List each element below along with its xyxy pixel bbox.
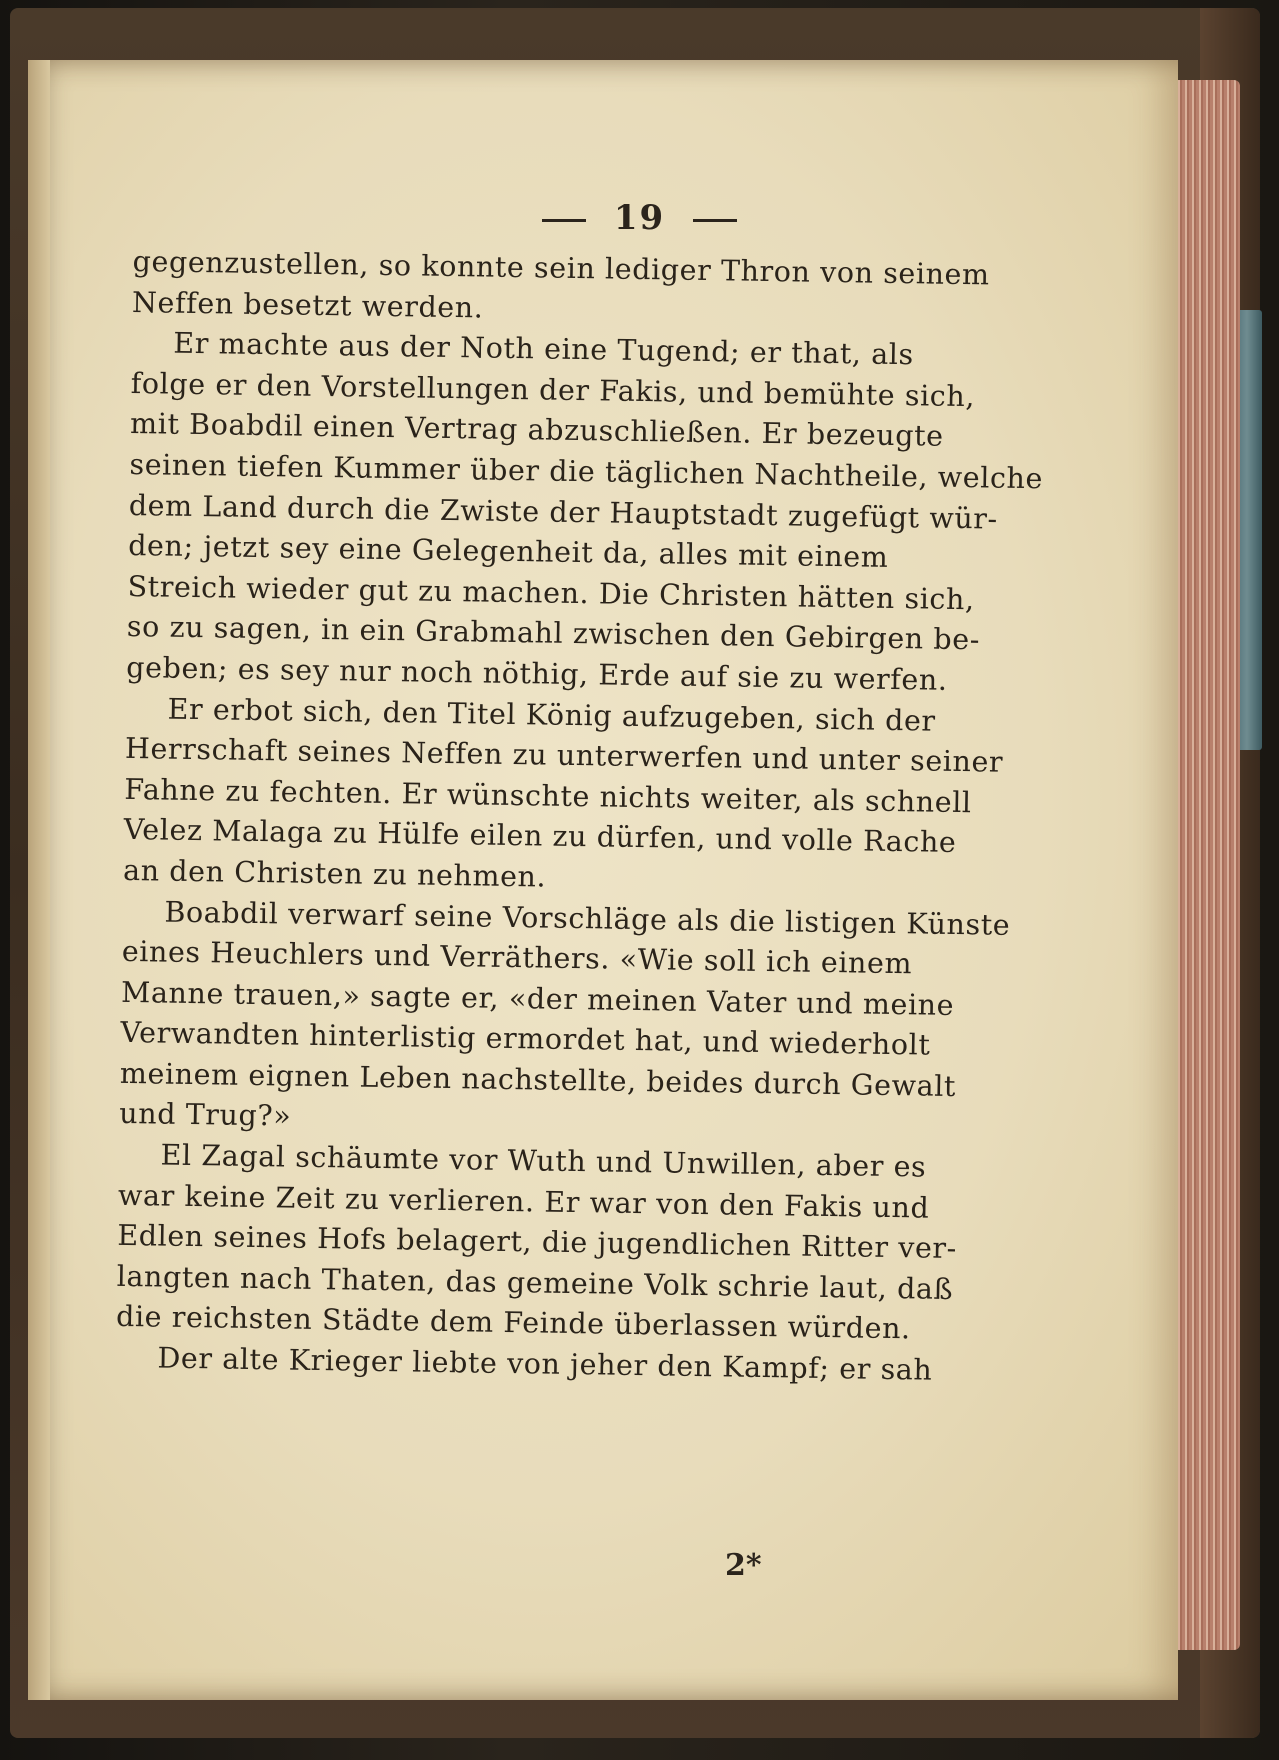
- text-line: den; jetzt sey eine Gelegenheit da, alles mit einem: [127, 529, 889, 575]
- text-line: und Trug?»: [119, 1097, 292, 1134]
- text-line: Herrschaft seines Neffen zu unterwerfen und unter seiner: [124, 732, 1004, 779]
- text-line: Boabdil verwarf seine Vorschläge als die listigen Künste: [164, 895, 1011, 942]
- signature-mark: 2*: [725, 1548, 762, 1583]
- text-line: an den Christen zu nehmen.: [122, 853, 547, 894]
- text-line: Streich wieder gut zu machen. Die Christen hätten sich,: [127, 569, 975, 617]
- text-line: El Zagal schäumte vor Wuth und Unwillen, aber es: [160, 1138, 927, 1184]
- text-line: war keine Zeit zu verlieren. Er war von den Fakis und: [117, 1178, 930, 1225]
- text-line: so zu sagen, in ein Grabmahl zwischen den Gebirgen be-: [126, 610, 981, 657]
- text-line: Neffen besetzt werden.: [131, 285, 484, 325]
- text-line: dem Land durch die Zwiste der Hauptstadt zugefügt wür-: [128, 488, 999, 536]
- text-line: langten nach Thaten, das gemeine Volk schrie laut, daß: [116, 1259, 954, 1306]
- right-dash: [693, 219, 737, 222]
- text-line: gegenzustellen, so konnte sein lediger Thron von seinem: [132, 244, 990, 292]
- text-line: Er erbot sich, den Titel König aufzugeben, sich der: [167, 692, 936, 738]
- text-line: Fahne zu fechten. Er wünschte nichts weiter, als schnell: [124, 772, 972, 819]
- text-line: seinen tiefen Kummer über die täglichen Nachtheile, welche: [129, 447, 1044, 496]
- text-line: die reichsten Städte dem Feinde überlassen würden.: [115, 1300, 911, 1346]
- text-line: geben; es sey nur noch nöthig, Erde auf sie zu werfen.: [126, 650, 948, 697]
- page-gutter: [28, 60, 50, 1700]
- page-number: 19: [613, 198, 666, 238]
- left-dash: [542, 219, 586, 222]
- text-line: eines Heuchlers und Verräthers. «Wie soll ich einem: [121, 935, 913, 981]
- page-body-text: [115, 242, 1044, 1392]
- text-line: Er machte aus der Noth eine Tugend; er that, als: [173, 326, 915, 372]
- text-line: Manne trauen,» sagte er, «der meinen Vater und meine: [120, 975, 955, 1022]
- page-number-header: [0, 198, 1279, 238]
- text-line: folge er den Vorstellungen der Fakis, und bemühte sich,: [130, 366, 976, 414]
- text-line: Verwandten hinterlistig ermordet hat, und wiederholt: [120, 1016, 931, 1062]
- text-line: Edlen seines Hofs belagert, die jugendlichen Ritter ver-: [117, 1219, 958, 1266]
- text-line: Der alte Krieger liebte von jeher den Kampf; er sah: [157, 1341, 933, 1387]
- text-line: meinem eignen Leben nachstellte, beides durch Gewalt: [119, 1056, 957, 1103]
- text-line: mit Boabdil einen Vertrag abzuschließen. Er bezeugte: [129, 407, 944, 454]
- text-line: Velez Malaga zu Hülfe eilen zu dürfen, und volle Rache: [123, 813, 957, 860]
